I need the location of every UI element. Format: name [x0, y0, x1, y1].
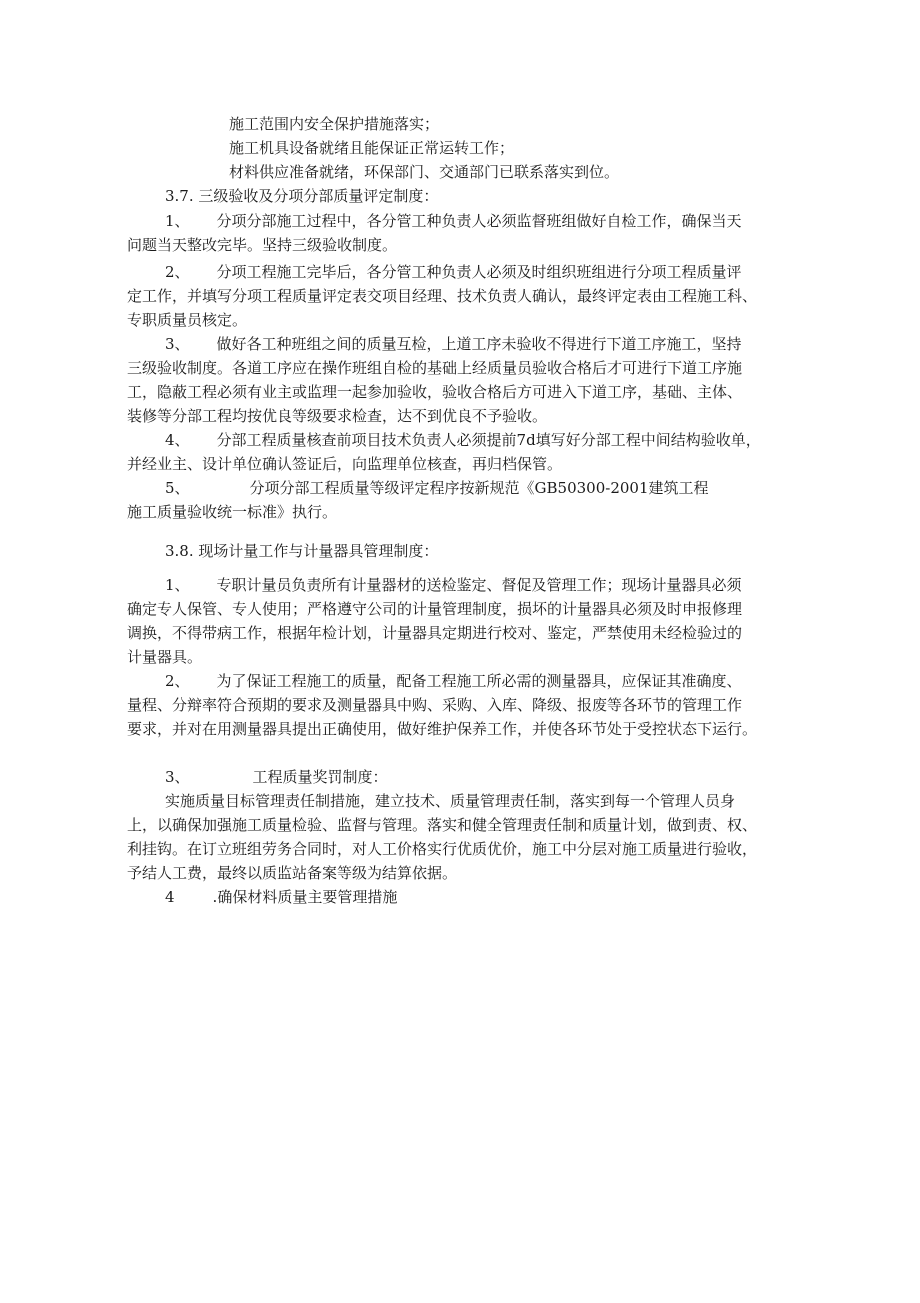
section-number: 4 [165, 888, 175, 906]
list-item: 施工范围内安全保护措施落实； [229, 115, 440, 133]
paragraph-line [165, 333, 742, 355]
paragraph-text: 分部工程质量核查前项目技术负责人必须提前7d填写好分部工程中间结构验收单， [216, 431, 761, 449]
item-number: 4、 [165, 431, 190, 449]
paragraph-text: 做好各工种班组之间的质量互检，上道工序未验收不得进行下道工序施工，坚持 [216, 335, 742, 353]
paragraph-line: 计量器具。 [127, 648, 203, 666]
paragraph-line [165, 261, 742, 283]
item-number: 2、 [165, 263, 190, 281]
paragraph-line: 问题当天整改完毕。坚持三级验收制度。 [127, 236, 398, 254]
paragraph-line: 三级验收制度。各道工序应在操作班组自检的基础上经质量员验收合格后才可进行下道工序施 [127, 359, 743, 377]
paragraph-line: 并经业主、设计单位确认签证后，向监理单位核查，再归档保管。 [127, 455, 563, 473]
item-number: 1、 [165, 212, 190, 230]
paragraph-text: 专职计量员负责所有计量器材的送检鉴定、督促及管理工作；现场计量器具必须 [216, 576, 742, 594]
paragraph-line [165, 670, 742, 692]
paragraph-line [165, 429, 761, 451]
list-item: 材料供应准备就绪，环保部门、交通部门已联系落实到位。 [229, 163, 620, 181]
list-item: 施工机具设备就绪且能保证正常运转工作； [229, 139, 515, 157]
paragraph-line [165, 574, 742, 596]
paragraph-line: 定工作，并填写分项工程质量评定表交项目经理、技术负责人确认，最终评定表由工程施工科、 [127, 287, 758, 305]
section-heading [165, 886, 397, 908]
section-title: .确保材料质量主要管理措施 [212, 888, 398, 906]
paragraph-line: 确定专人保管、专人使用；严格遵守公司的计量管理制度，损坏的计量器具必须及时申报修理 [127, 600, 743, 618]
paragraph-line: 装修等分部工程均按优良等级要求检查，达不到优良不予验收。 [127, 407, 548, 425]
paragraph-text: 分项分部施工过程中，各分管工种负责人必须监督班组做好自检工作，确保当天 [216, 212, 742, 230]
item-number: 3、 [165, 335, 190, 353]
paragraph-line: 予结人工费，最终以质监站备案等级为结算依据。 [127, 864, 458, 882]
item-number: 5、 [165, 479, 190, 497]
paragraph-line: 量程、分辩率符合预期的要求及测量器具中购、采购、入库、降级、报废等各环节的管理工作 [127, 696, 743, 714]
paragraph-line: 上，以确保加强施工质量检验、监督与管理。落实和健全管理责任制和质量计划，做到责、权、 [127, 816, 758, 834]
paragraph-text: 分项分部工程质量等级评定程序按新规范《GB50300-2001建筑工程 [249, 479, 709, 497]
paragraph-line: 利挂钩。在订立班组劳务合同时，对人工价格实行优质优价，施工中分层对施工质量进行验收， [127, 840, 758, 858]
section-title: 工程质量奖罚制度： [252, 768, 388, 786]
section-heading: 3.7. 三级验收及分项分部质量评定制度： [165, 187, 439, 205]
paragraph-line: 实施质量目标管理责任制措施，建立技术、质量管理责任制，落实到每一个管理人员身 [165, 792, 736, 810]
section-heading: 3.8. 现场计量工作与计量器具管理制度： [165, 542, 439, 560]
item-number: 1、 [165, 576, 190, 594]
paragraph-line: 专职质量员核定。 [127, 311, 248, 329]
paragraph-line: 调换，不得带病工作，根据年检计划，计量器具定期进行校对、鉴定，严禁使用未经检验过的 [127, 624, 743, 642]
paragraph-line: 工，隐蔽工程必须有业主或监理一起参加验收，验收合格后方可进入下道工序，基础、主体、 [127, 383, 743, 401]
paragraph-text: 分项工程施工完毕后，各分管工种负责人必须及时组织班组进行分项工程质量评 [216, 263, 742, 281]
paragraph-line [165, 210, 742, 232]
section-heading [165, 766, 388, 788]
paragraph-line [165, 477, 709, 499]
paragraph-text: 为了保证工程施工的质量，配备工程施工所必需的测量器具，应保证其准确度、 [216, 672, 742, 690]
item-number: 2、 [165, 672, 190, 690]
paragraph-line: 要求，并对在用测量器具提出正确使用，做好维护保养工作，并使各环节处于受控状态下运行。 [127, 720, 758, 738]
paragraph-line: 施工质量验收统一标准》执行。 [127, 503, 338, 521]
section-number: 3、 [165, 768, 190, 786]
